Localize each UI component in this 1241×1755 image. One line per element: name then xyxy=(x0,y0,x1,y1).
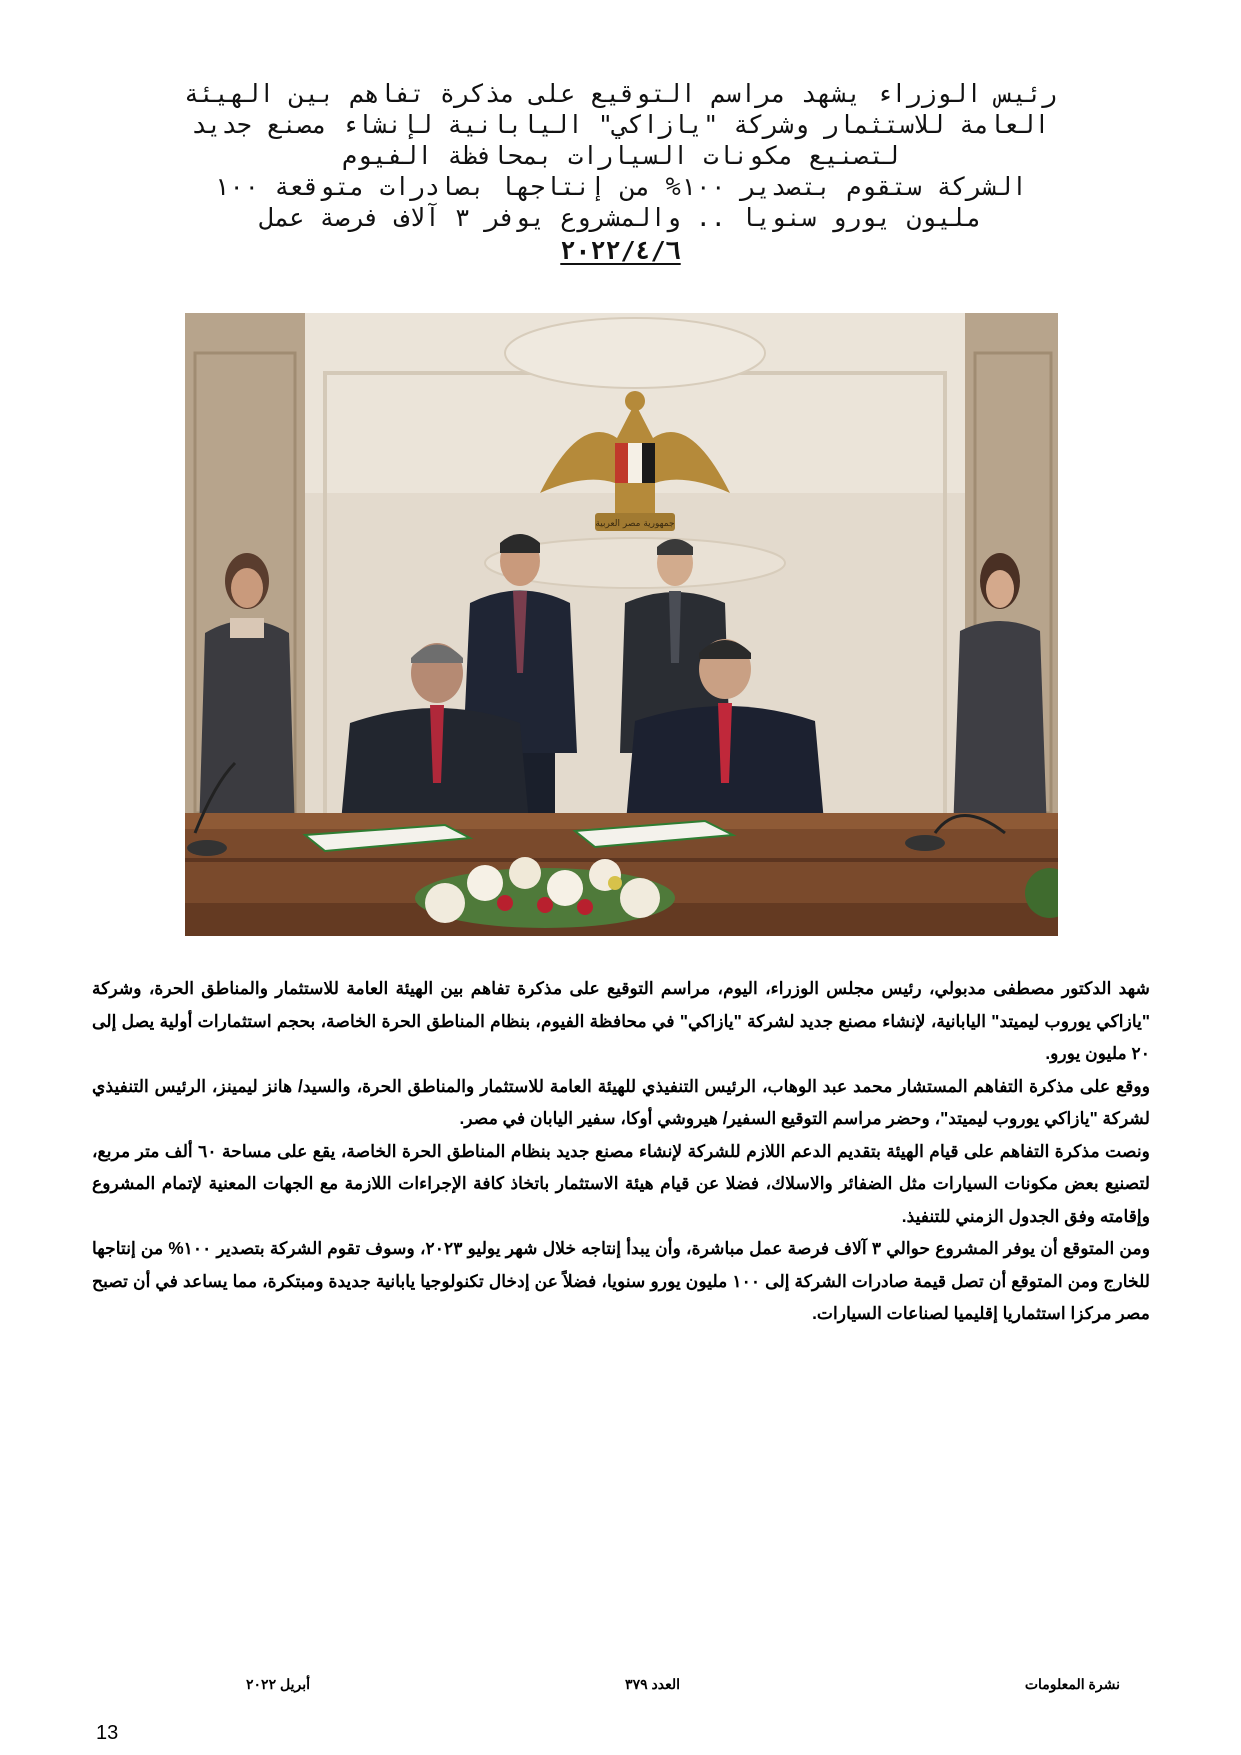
signing-ceremony-photo xyxy=(185,313,1058,936)
footer-publication: نشرة المعلومات xyxy=(1024,1676,1120,1692)
headline xyxy=(100,78,1141,266)
headline-line: مليون يورو سنويا .. والمشروع يوفر ٣ آلاف فرصة عمل xyxy=(259,203,982,232)
page-number: 13 xyxy=(96,1722,119,1744)
page-footer xyxy=(160,1676,1120,1698)
article-paragraph: شهد الدكتور مصطفى مدبولي، رئيس مجلس الوزراء، اليوم، مراسم التوقيع على مذكرة تفاهم بين الهيئة العامة للاستثمار والمناطق الحرة، وشركة "يازاكي يوروب ليميتد" اليابانية، لإنشاء مصنع جديد لشركة "يازاكي" في محافظة الفيوم، بنظام المناطق الحرة الخاصة، بحجم استثمارات أولية يصل إلى ٢٠ مليون يورو. xyxy=(92,978,1150,1063)
footer-issue: العدد ٣٧٩ xyxy=(625,1676,680,1692)
headline-line: العامة للاستثمار وشركة "يازاكي" اليابانية لإنشاء مصنع جديد xyxy=(191,110,1050,139)
headline-line: لتصنيع مكونات السيارات بمحافظة الفيوم xyxy=(342,141,899,170)
headline-date: ٢٠٢٢/٤/٦ xyxy=(560,236,681,265)
headline-line: رئيس الوزراء يشهد مراسم التوقيع على مذكرة تفاهم بين الهيئة xyxy=(184,79,1057,108)
article-paragraph: ونصت مذكرة التفاهم على قيام الهيئة بتقديم الدعم اللازم للشركة لإنشاء مصنع جديد بنظام المناطق الحرة الخاصة، يقع على مساحة ٦٠ ألف متر مربع، لتصنيع بعض مكونات السيارات مثل الضفائر والاسلاك، فضلا عن قيام هيئة الاستثمار باتخاذ كافة الإجراءات اللازمة مع الجهات المعنية لإتمام المشروع وإقامته وفق الجدول الزمني للتنفيذ. xyxy=(92,1140,1150,1226)
headline-line: الشركة ستقوم بتصدير ١٠٠% من إنتاجها بصادرات متوقعة ١٠٠ xyxy=(214,172,1027,201)
article-body xyxy=(92,972,1150,1330)
article-paragraph: ومن المتوقع أن يوفر المشروع حوالي ٣ آلاف فرصة عمل مباشرة، وأن يبدأ إنتاجه خلال شهر يوليو ٢٠٢٣، وسوف تقوم الشركة بتصدير ١٠٠% من إنتاجها للخارج ومن المتوقع أن تصل قيمة صادرات الشركة إلى ١٠٠ مليون يورو سنويا، فضلاً عن إدخال تكنولوجيا يابانية جديدة ومبتكرة، مما يساعد في أن تصبح مصر مركزا استثماريا إقليميا لصناعات السيارات. xyxy=(92,1238,1150,1323)
emblem-text: جمهورية مصر العربية xyxy=(595,519,675,529)
article-paragraph: ووقع على مذكرة التفاهم المستشار محمد عبد الوهاب، الرئيس التنفيذي للهيئة العامة للاستثمار والمناطق الحرة، والسيد/ هانز ليمينز، الرئيس التنفيذي لشركة "يازاكي يوروب ليميتد"، وحضر مراسم التوقيع السفير/ هيروشي أوكا، سفير اليابان في مصر. xyxy=(92,1075,1150,1128)
footer-date: أبريل ٢٠٢٢ xyxy=(246,1676,310,1692)
